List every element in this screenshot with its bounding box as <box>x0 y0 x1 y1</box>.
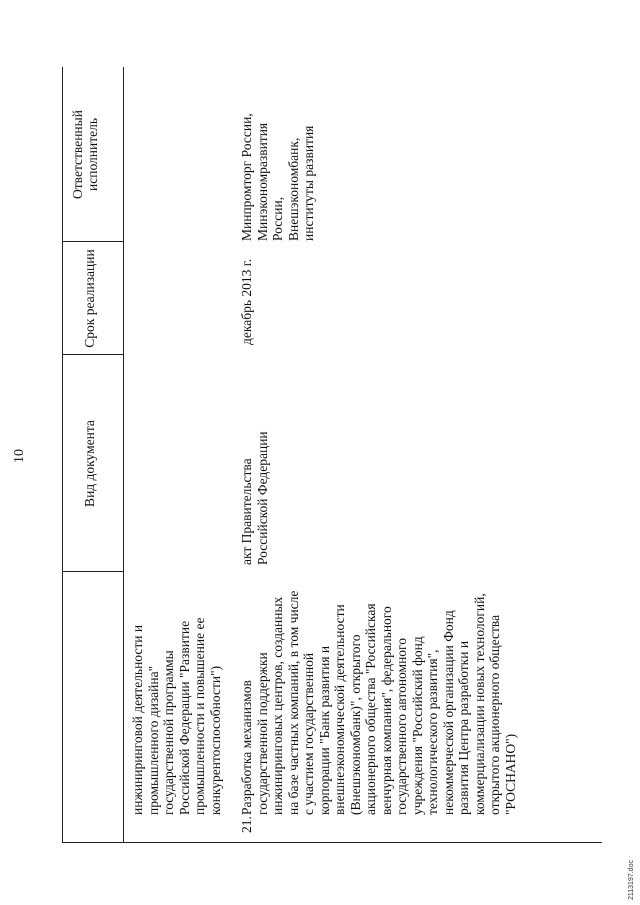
row-deadline: декабрь 2013 г. <box>239 258 254 345</box>
row-document-type: акт Правительства Российской Федерации <box>239 431 270 565</box>
previous-row-continuation: инжиниринговой деятельности и промышленного дизайна" государственной программы Российской Федерации "Развитие промышленности и повышение ее конкурентоспособности") <box>130 617 223 815</box>
header-responsible: Ответственный исполнитель <box>70 110 100 199</box>
page-number: 10 <box>12 449 27 463</box>
header-deadline: Срок реализации <box>82 249 97 348</box>
table-top-rule <box>62 67 63 843</box>
row-number: 21. <box>239 816 254 833</box>
row-responsible: Минпромторг России, Минэкономразвития России, Внешэкономбанк, институты развития <box>239 113 316 241</box>
footer-filename: 2113197.doc <box>628 860 635 900</box>
header-document-type: Вид документа <box>82 420 97 507</box>
row-measure-text: Разработка механизмов государственной поддержки инжиниринговых центров, созданных на базе частных компаний, в том числе с участием государственной корпорации "Банк развития и внешнеэкономической деятельности (Внешэкономбанк)", открытого акционерного общества "Российская венчурная компания", федерального государственного автономного учреждения "Российский фонд технологического развития", некоммерческой организации Фонд развития Центра разработки и коммерциализации новых технологий, открытого акционерного общества "РОСНАНО") <box>239 590 518 815</box>
table-header-rule <box>123 67 124 843</box>
table-left-rule <box>62 842 602 843</box>
